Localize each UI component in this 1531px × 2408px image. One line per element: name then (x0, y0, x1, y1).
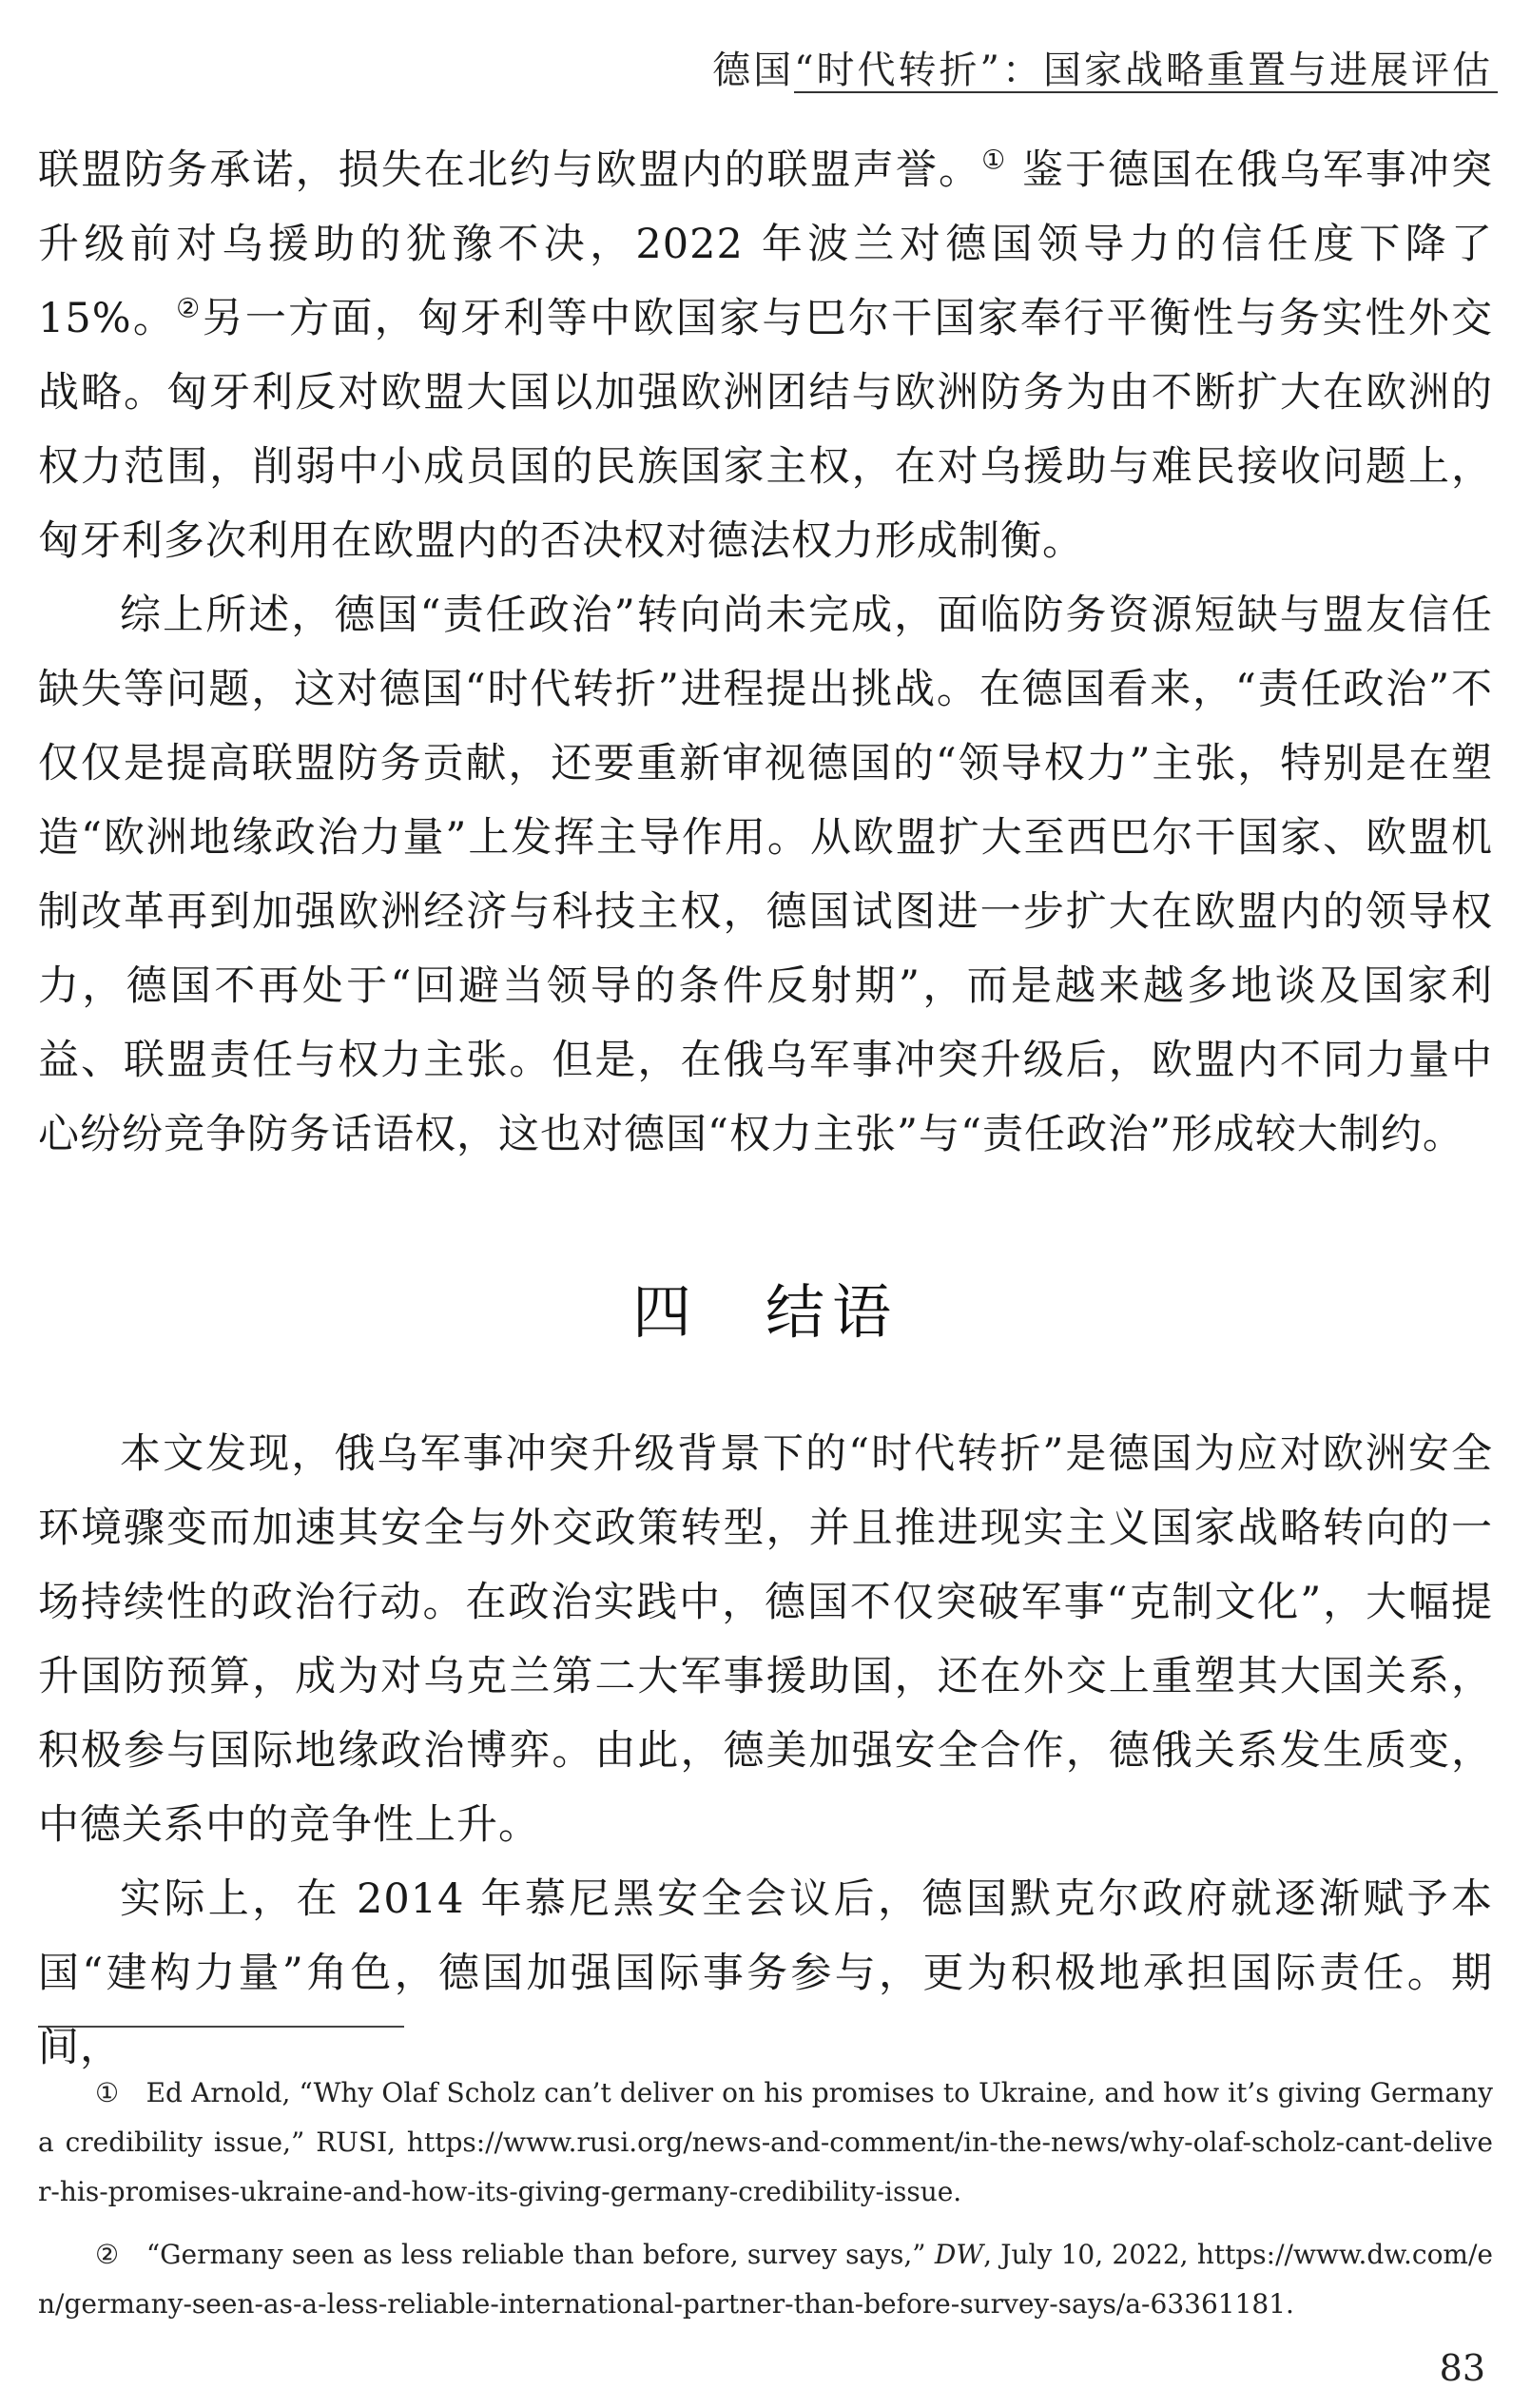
page-number: 83 (1439, 2347, 1485, 2389)
paragraph-1-part-a: 联盟防务承诺，损失在北约与欧盟内的联盟声誉。 (38, 146, 982, 194)
paragraph-2: 综上所述，德国“责任政治”转向尚未完成，面临防务资源短缺与盟友信任缺失等问题，这对德国“时代转折”进程提出挑战。在德国看来，“责任政治”不仅仅是提高联盟防务贡献，还要重新审视德国的“领导权力”主张，特别是在塑造“欧洲地缘政治力量”上发挥主导作用。从欧盟扩大至西巴尔干国家、欧盟机制改革再到加强欧洲经济与科技主权，德国试图进一步扩大在欧盟内的领导权力，德国不再处于“回避当领导的条件反射期”，而是越来越多地谈及国家利益、联盟责任与权力主张。但是，在俄乌军事冲突升级后，欧盟内不同力量中心纷纷竞争防务话语权，这也对德国“权力主张”与“责任政治”形成较大制约。 (38, 592, 1493, 1158)
paragraph-1 (38, 133, 1493, 578)
paragraph-1-part-c: 另一方面，匈牙利等中欧国家与巴尔干国家奉行平衡性与务实性外交战略。匈牙利反对欧盟大国以加强欧洲团结与欧洲防务为由不断扩大在欧洲的权力范围，削弱中小成员国的民族国家主权，在对乌援助与难民接收问题上，匈牙利多次利用在欧盟内的否决权对德法权力形成制衡。 (38, 295, 1494, 565)
paragraph-4: 实际上，在 2014 年慕尼黑安全会议后，德国默克尔政府就逐渐赋予本国“建构力量”角色，德国加强国际事务参与，更为积极地承担国际责任。期间， (38, 1875, 1493, 2071)
footnotes (38, 2068, 1493, 2342)
paragraph-1-part-b: 鉴于德国在俄乌军事冲突升级前对乌援助的犹豫不决，2022 年波兰对德国领导力的信任度下降了 15%。 (38, 146, 1494, 342)
footnote-ref-2[interactable]: ② (176, 292, 203, 324)
footnote-rule (38, 2026, 404, 2028)
footnote-1: ① Ed Arnold, “Why Olaf Scholz can’t deliver on his promises to Ukraine, and how it’s giving Germany a credibility issue,” RUSI, https://www.rusi.org/news-and-comment/in-the-news/why-olaf-scholz-cant-deliver-his-promises-ukraine-and-how-its-giving-germany-credibility-issue. (38, 2077, 1493, 2207)
footnote-2-source: DW (934, 2239, 984, 2270)
paragraph-3: 本文发现，俄乌军事冲突升级背景下的“时代转折”是德国为应对欧洲安全环境骤变而加速其安全与外交政策转型，并且推进现实主义国家战略转向的一场持续性的政治行动。在政治实践中，德国不仅突破军事“克制文化”，大幅提升国防预算，成为对乌克兰第二大军事援助国，还在外交上重塑其大国关系，积极参与国际地缘政治博弈。由此，德美加强安全合作，德俄关系发生质变，中德关系中的竞争性上升。 (38, 1430, 1493, 1849)
footnote-2 (38, 2230, 1493, 2329)
footnote-ref-1[interactable]: ① (981, 144, 1008, 176)
section-heading: 四 结语 (631, 1277, 899, 1347)
footnote-2-part-b: , July 10, 2022, https://www.dw.com/en/germany-seen-as-a-less-reliable-international-partner-than-before-survey-says/a-63361181. (38, 2239, 1493, 2320)
running-header: 德国“时代转折”：国家战略重置与进展评估 (712, 49, 1493, 92)
header-rule (794, 91, 1498, 93)
body-text-block-1 (38, 133, 1493, 1172)
body-text-block-2 (38, 1417, 1493, 2085)
footnote-2-part-a: ② “Germany seen as less reliable than before, survey says,” (95, 2239, 935, 2270)
